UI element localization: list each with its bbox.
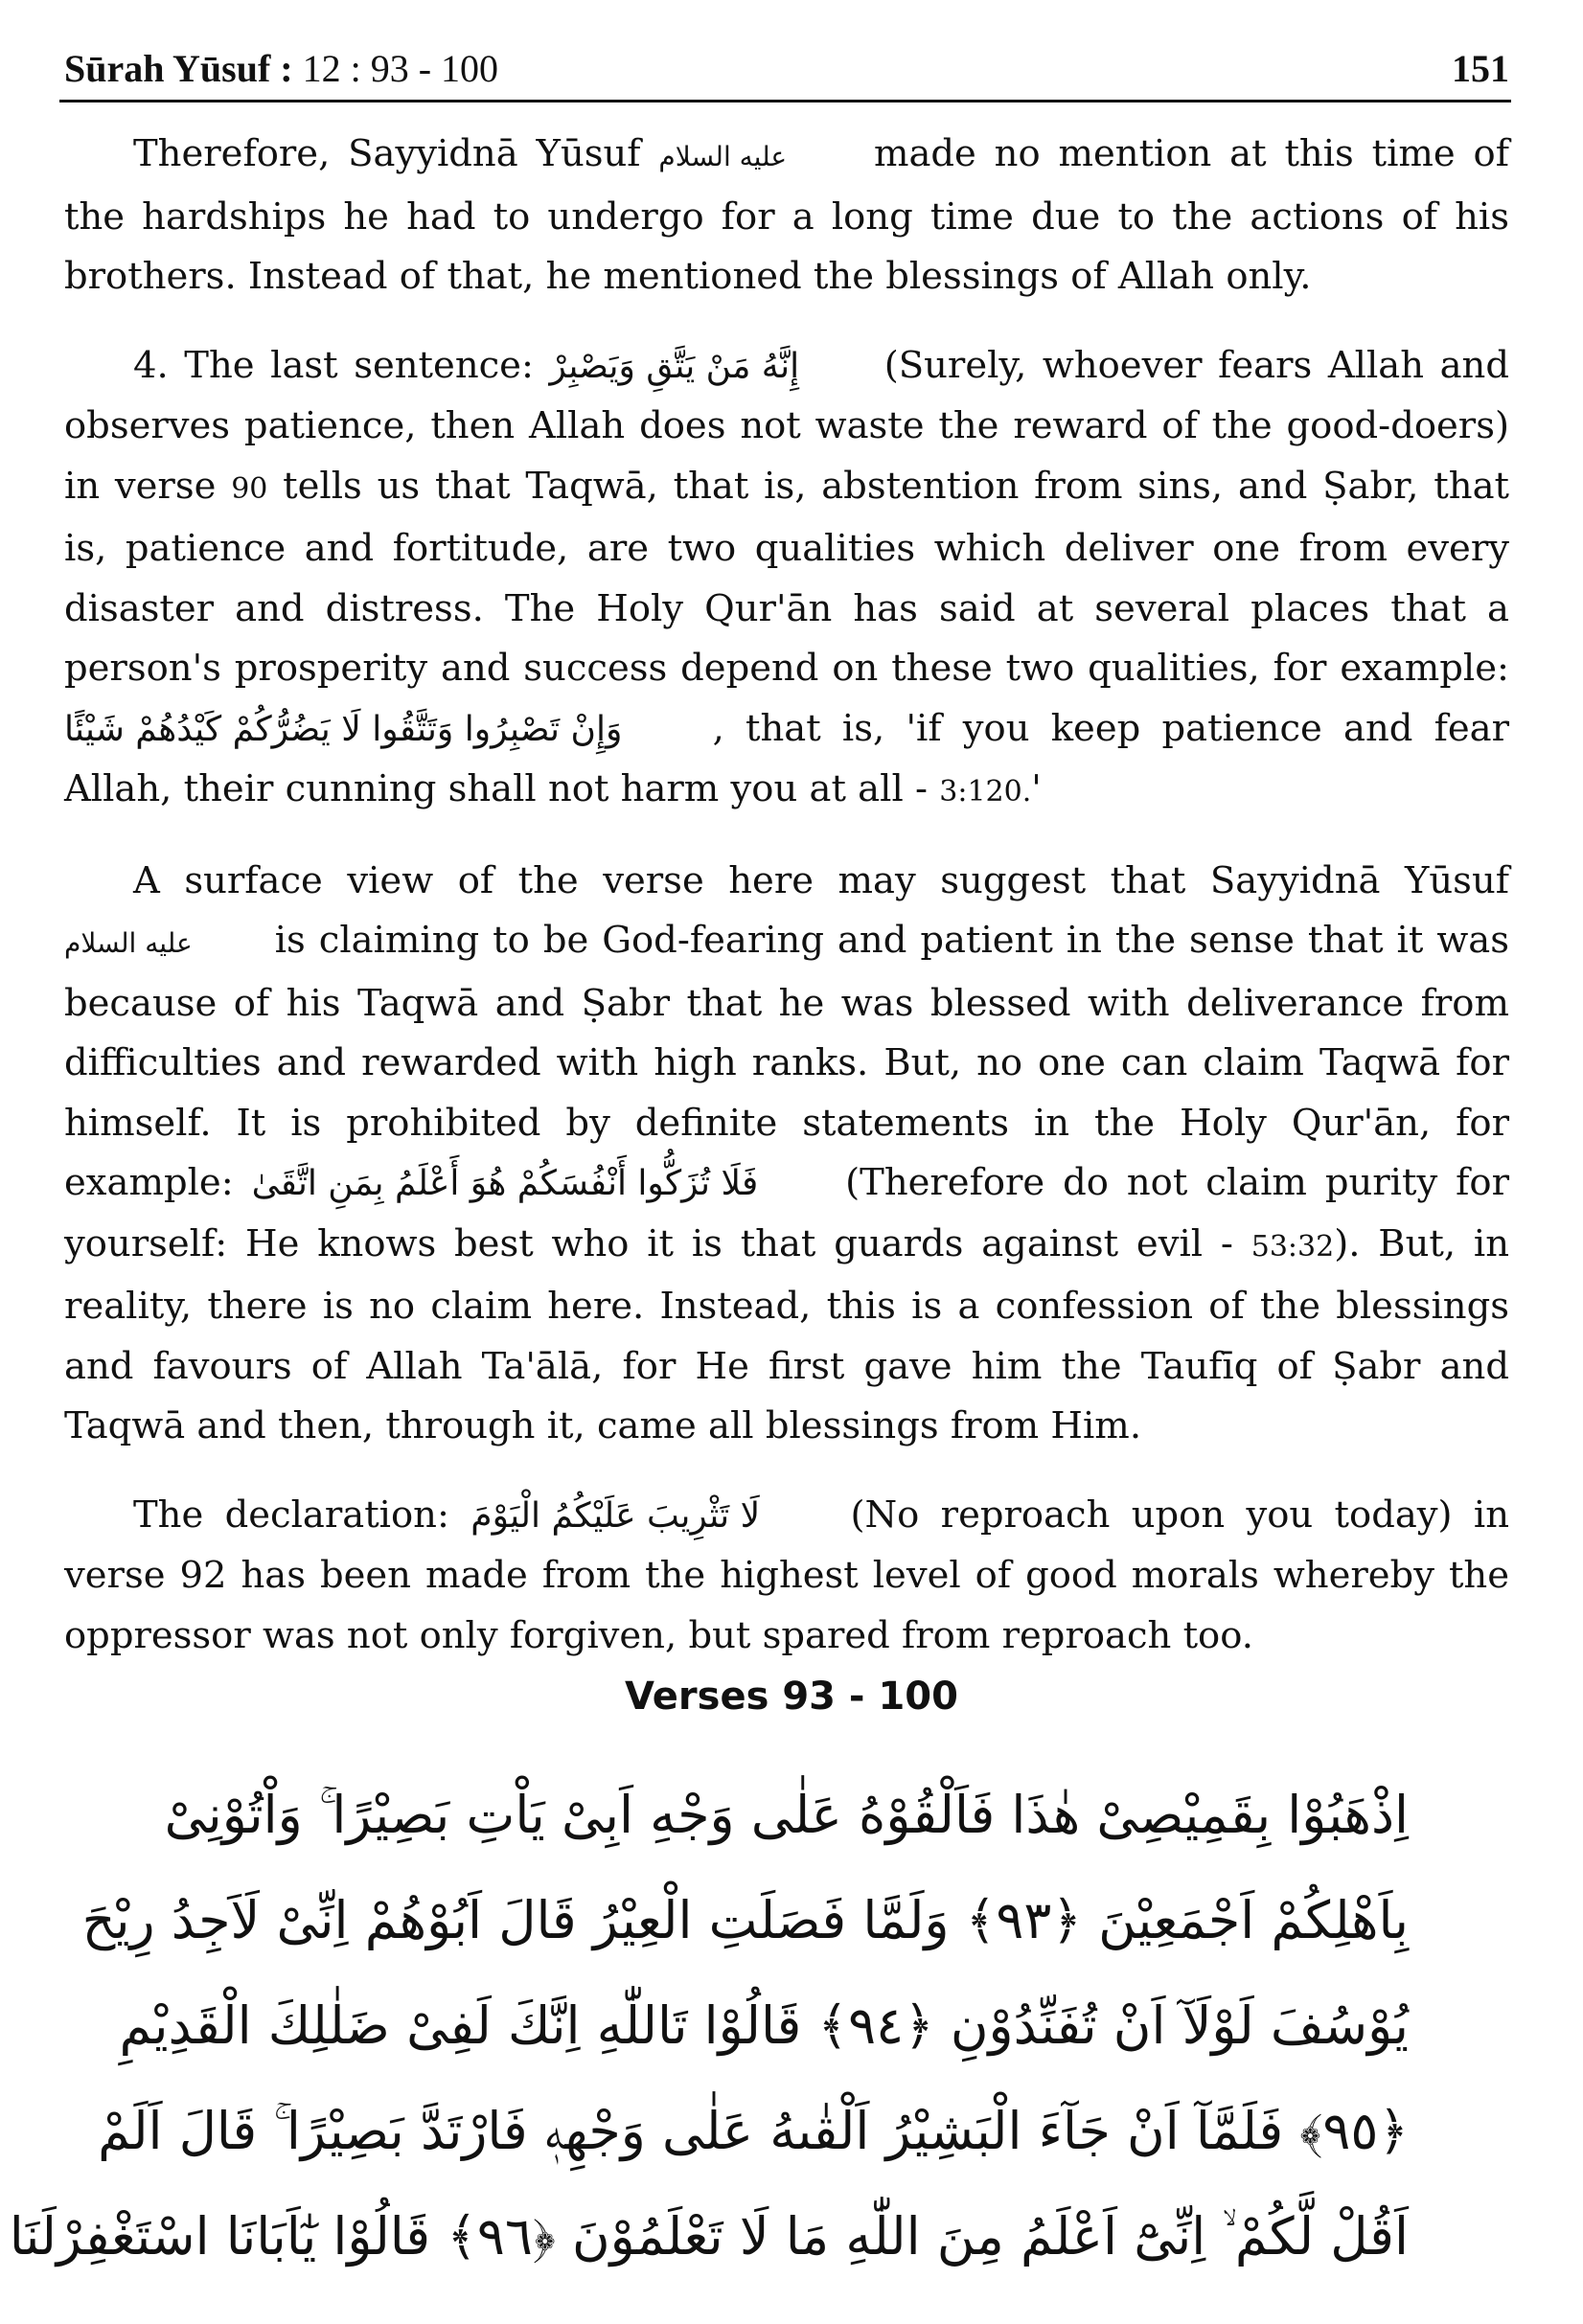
running-header [64,36,1511,103]
text: A surface view of the verse here may suggest that Sayyidnā Yūsuf [133,858,1509,902]
body-text [64,125,1509,1695]
arabic-quote: لَا تَثْرِيبَ عَلَيْكُمُ الْيَوْمَ [470,1495,761,1536]
text: ). But, in reality, there is no claim here. Instead, this is a confession of the blessings and favours of Allah Ta'ālā, for He first gave him the Taufīq of Ṣabr and Taqwā and then, through it, came all blessings from Him. [64,1221,1510,1447]
surah-label: Sūrah Yūsuf : [64,47,293,90]
text: is claiming to be God-fearing and patient in the sense that it was because of his Taqwā and Ṣabr that he was blessed with deliverance from difficulties and rewarded with high ranks. But, no one can claim Taqwā for himself. It is prohibited by definite statements in the Holy Qur'ān, for example: [64,919,1509,1204]
page-number: 151 [1452,47,1509,90]
salutation-glyph: عليه السلام [658,141,788,172]
paragraph-2 [64,336,1509,823]
text: tells us that Taqwā, that is, abstention from sins, and Ṣabr, that is, patience and fortitude, are two qualities which deliver one from every disaster and distress. The Holy Qur'ān has said at several places that a person's prosperity and success depend on these two qualities, for example: [64,464,1510,690]
text: (Therefore do not claim purity for yourself: He knows best who it is that guards against evil - [64,1161,1509,1265]
verse-line: اِذْهَبُوْا بِقَمِيْصِىْ هٰذَا فَاَلْقُوْهُ عَلٰى وَجْهِ اَبِىْ يَاْتِ بَصِيْرًا ۚ وَاْتُوْنِىْ [164,1785,1409,1845]
paragraph-4 [64,1486,1509,1667]
paragraph-1 [64,125,1509,308]
paragraph-3 [64,852,1509,1457]
text: made no mention at this time of the hardships he had to undergo for a long time due to the actions of his brothers. Instead of that, he mentioned the blessings of Allah only. [64,132,1509,298]
verse-line: يُوْسُفَ لَوْلَآ اَنْ تُفَنِّدُوْنِ ﴿٩٤﴾ قَالُوْا تَاللّٰهِ اِنَّكَ لَفِىْ ضَلٰلِكَ الْقَدِيْمِ [119,1995,1409,2056]
header-rule [59,100,1511,103]
text: (Surely, whoever fears Allah and observes patience, then Allah does not waste the reward of the good-doers) in verse [64,343,1509,508]
text: Therefore, Sayyidnā Yūsuf [133,132,641,175]
text: (No reproach upon you today) in verse 92 has been made from the highest level of good morals whereby the oppressor was not only forgiven, but spared from reproach too. [64,1492,1510,1657]
arabic-quote: وَإِنْ تَصْبِرُوا وَتَتَّقُوا لَا يَضُرُّكُمْ كَيْدُهُمْ شَيْئًا [64,709,623,749]
verse-reference: 90 [231,471,268,506]
verse-reference: 3:120. [939,775,1032,809]
text: , that is, 'if you keep patience and fear Allah, their cunning shall not harm you at all - [64,706,1509,810]
text: 4. The last sentence: [133,343,534,387]
arabic-verses [9,1763,1409,2290]
arabic-quote: إِنَّهُ مَنْ يَتَّقِ وَيَصْبِرْ [549,346,800,386]
verse-line: بِاَهْلِكُمْ اَجْمَعِيْنَ ﴿٩٣﴾ وَلَمَّا فَصَلَتِ الْعِيْرُ قَالَ اَبُوْهُمْ اِنِّىْ لَاَجِدُ رِيْحَ [81,1890,1409,1950]
arabic-quote: فَلَا تُزَكُّوا أَنْفُسَكُمْ هُوَ أَعْلَمُ بِمَنِ اتَّقَىٰ [251,1164,759,1203]
section-heading: Verses 93 - 100 [625,1675,958,1719]
verse-reference: 53:32 [1250,1229,1335,1264]
text: ' [1031,767,1042,810]
verse-line: اَقُلْ لَّكُمْ ۙ اِنِّىْٓ اَعْلَمُ مِنَ اللّٰهِ مَا لَا تَعْلَمُوْنَ ﴿٩٦﴾ قَالُوْا يٰٓاَبَانَا اسْتَغْفِرْلَنَا [9,2206,1409,2267]
salutation-glyph: عليه السلام [64,927,193,959]
header-title [64,46,498,91]
verse-range: 12 : 93 - 100 [302,47,499,90]
text: The declaration: [133,1492,449,1537]
verse-line: ﴿٩٥﴾ فَلَمَّآ اَنْ جَآءَ الْبَشِيْرُ اَلْقٰىهُ عَلٰى وَجْهِهٖ فَارْتَدَّ بَصِيْرًا ۚ قَالَ اَلَمْ [98,2101,1409,2161]
